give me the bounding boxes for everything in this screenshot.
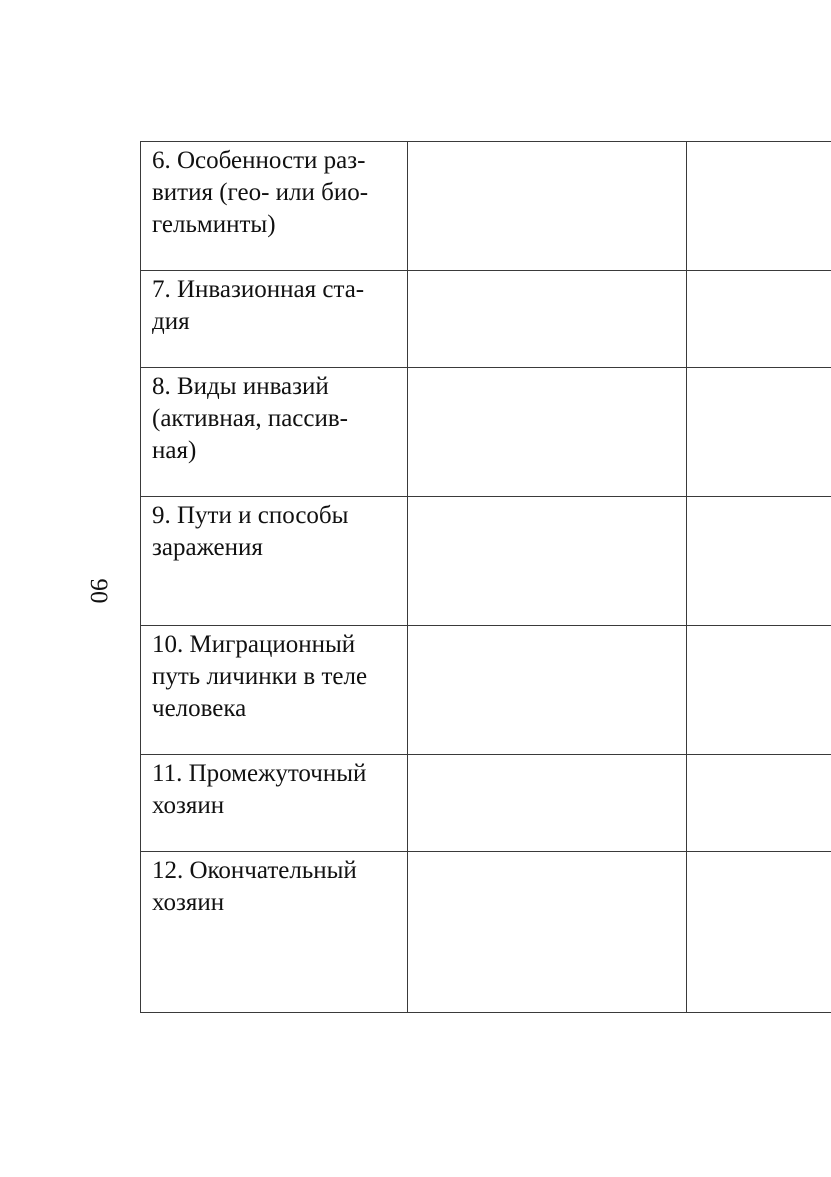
table-row — [141, 271, 831, 368]
table-row — [141, 852, 831, 1013]
row-label: 10. Миграционный путь личинки в теле человека — [152, 631, 368, 722]
row-label-cell — [141, 368, 408, 497]
empty-answer-cell[interactable] — [687, 755, 831, 852]
page-number: 90 — [85, 578, 112, 604]
empty-answer-cell[interactable] — [687, 142, 831, 271]
empty-answer-cell[interactable] — [687, 271, 831, 368]
empty-answer-cell[interactable] — [408, 497, 687, 626]
table-row — [141, 626, 831, 755]
row-label-cell — [141, 271, 408, 368]
empty-answer-cell[interactable] — [408, 626, 687, 755]
row-label: 11. Промежуточный хозяин — [152, 760, 367, 819]
empty-answer-cell[interactable] — [408, 271, 687, 368]
row-label-cell — [141, 142, 408, 271]
table-row — [141, 368, 831, 497]
row-label: 9. Пути и способы заражения — [152, 502, 349, 561]
table-row — [141, 142, 831, 271]
row-label: 6. Особенности раз- вития (гео- или био- гельминты) — [152, 147, 369, 238]
empty-answer-cell[interactable] — [408, 368, 687, 497]
table-row — [141, 497, 831, 626]
row-label: 8. Виды инвазий (активная, пассив- ная) — [152, 373, 348, 464]
row-label-cell — [141, 497, 408, 626]
row-label: 7. Инвазионная ста- дия — [152, 276, 365, 335]
row-label-cell — [141, 852, 408, 1013]
row-label: 12. Окончательный хозяин — [152, 857, 357, 916]
empty-answer-cell[interactable] — [687, 852, 831, 1013]
empty-answer-cell[interactable] — [408, 755, 687, 852]
row-label-cell — [141, 626, 408, 755]
row-label-cell — [141, 755, 408, 852]
table-row — [141, 755, 831, 852]
empty-answer-cell[interactable] — [687, 497, 831, 626]
empty-answer-cell[interactable] — [687, 626, 831, 755]
empty-answer-cell[interactable] — [687, 368, 831, 497]
empty-answer-cell[interactable] — [408, 142, 687, 271]
empty-answer-cell[interactable] — [408, 852, 687, 1013]
helminth-characteristics-table — [140, 141, 831, 1013]
